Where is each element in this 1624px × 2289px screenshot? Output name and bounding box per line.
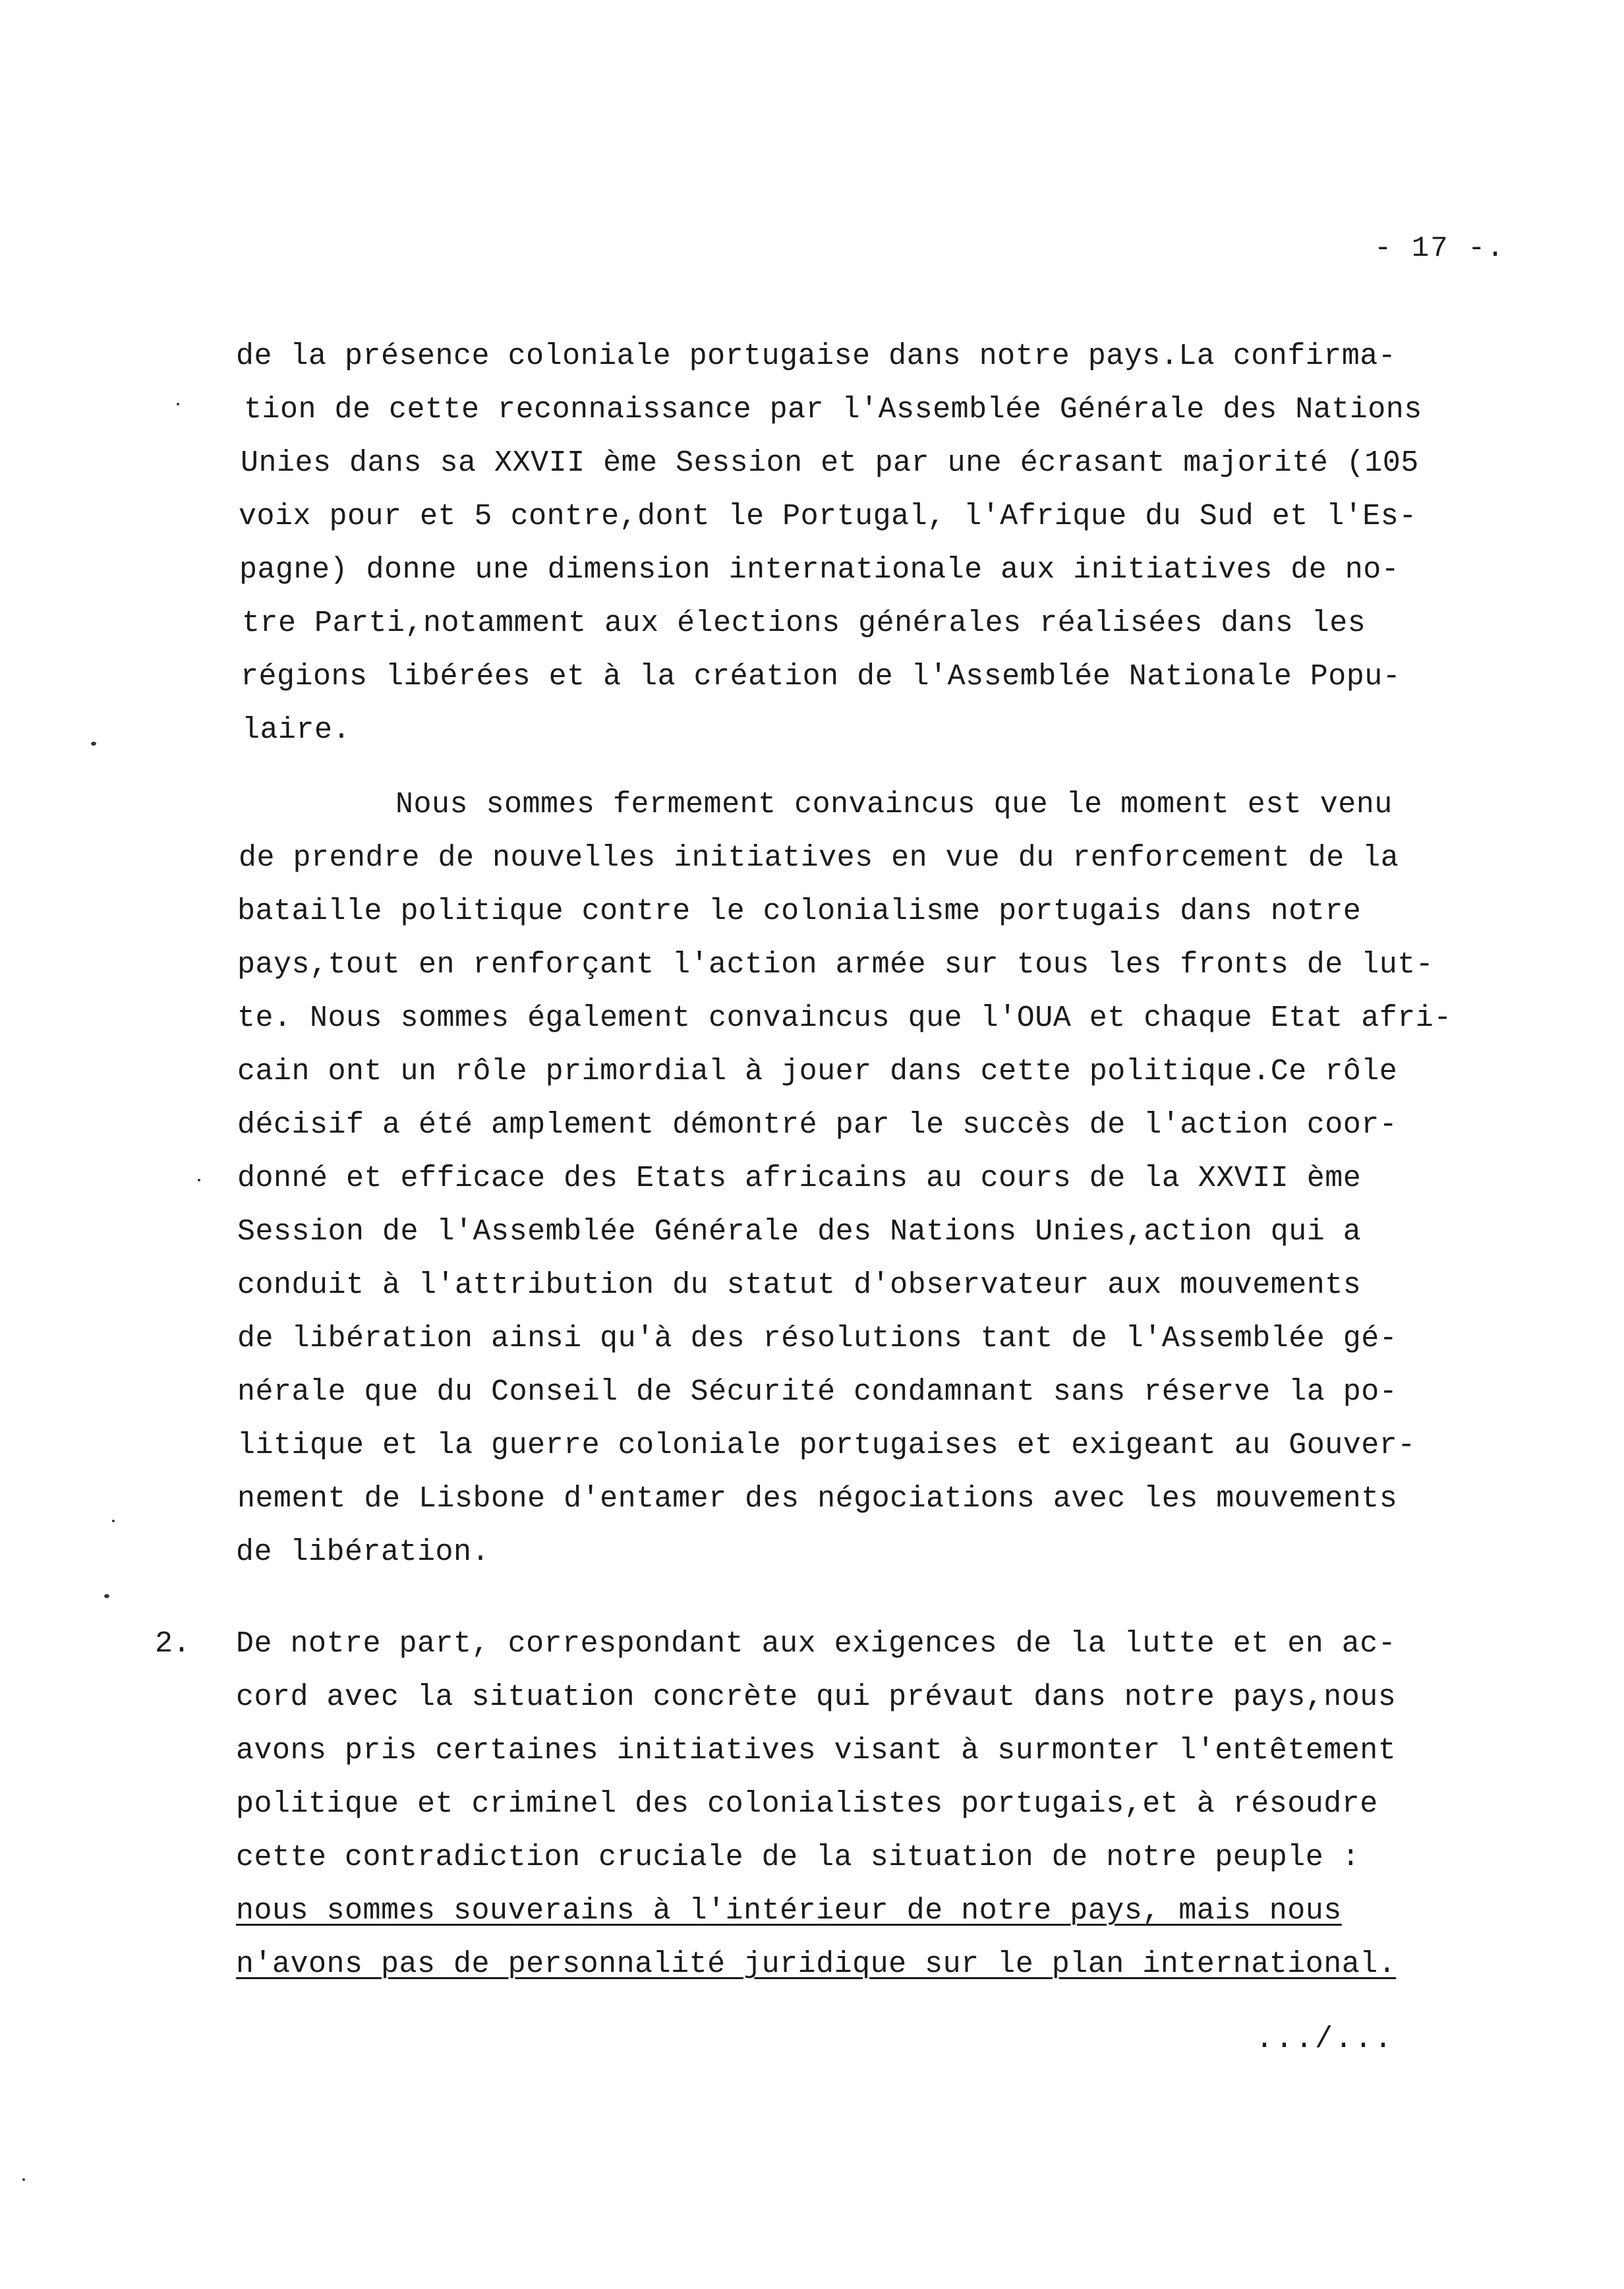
text-line: de libération. [236, 1535, 490, 1569]
text-line: pays,tout en renforçant l'action armée sur tous les fronts de lut- [237, 948, 1434, 982]
text-line: Session de l'Assemblée Générale des Nations Unies,action qui a [237, 1215, 1362, 1249]
text-line: tion de cette reconnaissance par l'Assemblée Générale des Nations [244, 393, 1422, 427]
underlined-text-line: n'avons pas de personnalité juridique sur le plan international. [236, 1947, 1397, 1981]
text-line: cain ont un rôle primordial à jouer dans cette politique.Ce rôle [237, 1055, 1398, 1088]
text-line: bataille politique contre le colonialisme portugais dans notre [237, 895, 1362, 928]
text-line: conduit à l'attribution du statut d'observateur aux mouvements [237, 1268, 1362, 1302]
scan-speck [198, 1179, 200, 1181]
item-number: 2. [155, 1627, 191, 1661]
text-line: régions libérées et à la création de l'Assemblée Nationale Popu- [241, 660, 1401, 694]
underlined-text-line: nous sommes souverains à l'intérieur de notre pays, mais nous [236, 1894, 1342, 1928]
text-line: de la présence coloniale portugaise dans notre pays.La confirma- [236, 340, 1397, 373]
continuation-mark: .../... [1256, 2023, 1395, 2056]
text-line: nement de Lisbone d'entamer des négociations avec les mouvements [237, 1482, 1398, 1516]
text-line: de libération ainsi qu'à des résolutions tant de l'Assemblée gé- [237, 1322, 1398, 1355]
text-line: pagne) donne une dimension internationale aux initiatives de no- [239, 553, 1400, 587]
text-line: De notre part, correspondant aux exigences de la lutte et en ac- [236, 1627, 1397, 1661]
text-line: cord avec la situation concrète qui prévaut dans notre pays,nous [236, 1680, 1397, 1714]
text-line: de prendre de nouvelles initiatives en vue du renforcement de la [239, 841, 1399, 875]
text-line: litique et la guerre coloniale portugaises et exigeant au Gouver- [237, 1429, 1416, 1462]
page-number: - 17 -. [1374, 232, 1505, 265]
scan-speck [112, 1520, 115, 1522]
scan-speck [22, 2178, 25, 2181]
text-line: cette contradiction cruciale de la situation de notre peuple : [236, 1841, 1360, 1874]
text-line: te. Nous sommes également convaincus que l'OUA et chaque Etat afri- [237, 1001, 1452, 1035]
scan-speck [104, 1594, 109, 1598]
text-line: tre Parti,notamment aux élections générales réalisées dans les [242, 607, 1366, 640]
text-line: nérale que du Conseil de Sécurité condamnant sans réserve la po- [237, 1375, 1398, 1409]
text-line: Nous sommes fermement convaincus que le moment est venu [395, 788, 1393, 821]
text-line: Unies dans sa XXVII ème Session et par une écrasant majorité (105 [241, 446, 1419, 480]
scan-speck [91, 742, 96, 746]
text-line: avons pris certaines initiatives visant à surmonter l'entêtement [236, 1734, 1397, 1768]
text-line: voix pour et 5 contre,dont le Portugal, l'Afrique du Sud et l'Es- [239, 500, 1417, 533]
text-line: décisif a été amplement démontré par le succès de l'action coor- [237, 1108, 1398, 1142]
text-line: laire. [242, 713, 351, 747]
scan-speck [177, 403, 179, 405]
text-line: politique et criminel des colonialistes portugais,et à résoudre [236, 1787, 1378, 1821]
text-line: donné et efficace des Etats africains au cours de la XXVII ème [237, 1162, 1362, 1195]
